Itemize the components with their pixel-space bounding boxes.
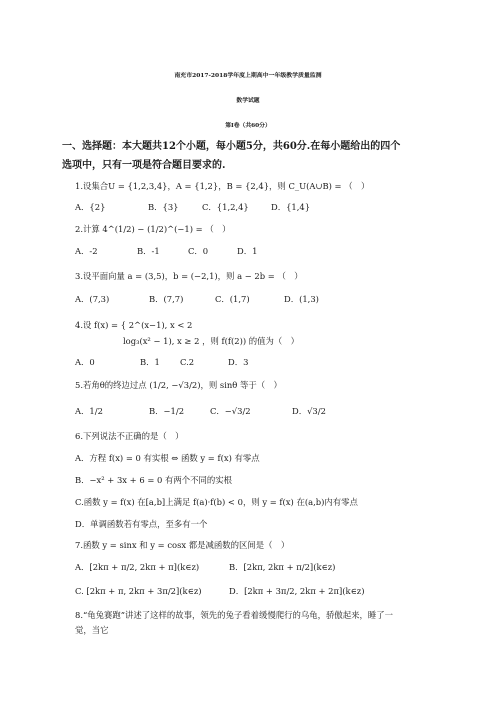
question-3-option-c: C．(1,7) [215,294,250,304]
question-8-stem-line1: 8.“龟兔赛跑”讲述了这样的故事，领先的兔子看着缓慢爬行的乌龟，骄傲起来，睡了一 [75,610,394,620]
question-4-stem-line2: log₃(x² − 1), x ≥ 2 ，则 f(f(2)) 的值为（ ） [123,336,300,346]
question-7-option-a: A．[2kπ + π/2, 2kπ + π](k∈z) [75,562,200,572]
question-7-option-d: D．[2kπ + 3π/2, 2kπ + 2π](k∈z) [229,586,365,596]
question-5-stem: 5.若角θ的终边过点 (1/2, −√3/2)，则 sinθ 等于（ ） [75,380,282,390]
question-5-option-b: B．−1/2 [149,406,185,416]
exam-title: 南充市2017-2018学年度上期高中一年级教学质量监测 [174,72,322,79]
question-3-option-a: A．(7,3) [75,294,110,304]
question-4-option-c: C.2 [180,357,195,367]
question-6-option-a: A．方程 f(x) = 0 有实根 ⇔ 函数 y = f(x) 有零点 [75,453,260,463]
question-2-option-d: D．1 [237,246,258,256]
question-7-stem: 7.函数 y = sinx 和 y = cosx 都是减函数的区间是（ ） [75,540,290,550]
question-1-option-a: A．{2} [75,202,106,212]
question-4-option-a: A．0 [75,357,95,367]
question-2-option-c: C．0 [188,246,209,256]
question-4-stem-line1: 4.设 f(x) = { 2^(x−1), x < 2 [75,320,193,330]
question-2-option-b: B．-1 [137,246,160,256]
question-1-option-c: C．{1,2,4} [202,202,249,212]
exam-subtitle: 数学试题 [236,98,260,104]
question-3-option-b: B．(7,7) [149,294,184,304]
question-5-option-d: D．√3/2 [292,406,326,416]
question-7-option-b: B．[2kπ, 2kπ + π/2](k∈z) [229,562,336,572]
question-6-option-b: B．−x² + 3x + 6 = 0 有两个不同的实根 [75,475,233,485]
question-1-option-b: B．{3} [148,202,179,212]
question-2-stem: 2.计算 4^(1/2) − (1/2)^(−1) = （ ） [75,224,231,234]
question-6-option-d: D．单调函数若有零点，至多有一个 [75,519,208,529]
section-instruction-line1: 一、选择题：本大题共12个小题，每小题5分，共60分.在每小题给出的四个 [62,141,401,152]
question-3-stem: 3.设平面向量 a = (3,5)，b = (−2,1)，则 a − 2b = （ ） [75,271,303,281]
question-8-stem-line2: 觉，当它 [75,625,109,635]
question-6-option-c: C.函数 y = f(x) 在[a,b]上满足 f(a)·f(b) < 0，则 y = f(x) 在(a,b)内有零点 [75,497,358,507]
question-3-option-d: D．(1,3) [284,294,319,304]
question-5-option-c: C．−√3/2 [210,406,251,416]
question-4-option-d: D．3 [228,357,249,367]
question-1-option-d: D．{1,4} [271,202,311,212]
question-4-option-b: B．1 [140,357,160,367]
question-7-option-c: C. [2kπ + π, 2kπ + 3π/2](k∈z) [75,586,202,596]
question-6-stem: 6.下列说法不正确的是（ ） [75,431,184,441]
question-5-option-a: A．1/2 [75,406,103,416]
question-1-stem: 1.设集合U = {1,2,3,4}，A = {1,2}，B = {2,4}，则 C_U(A∪B) = （ ） [75,181,370,191]
part-heading: 第Ⅰ卷（共60分） [225,123,271,129]
section-instruction-line2: 选项中，只有一项是符合题目要求的. [62,160,226,171]
question-2-option-a: A．-2 [75,246,98,256]
